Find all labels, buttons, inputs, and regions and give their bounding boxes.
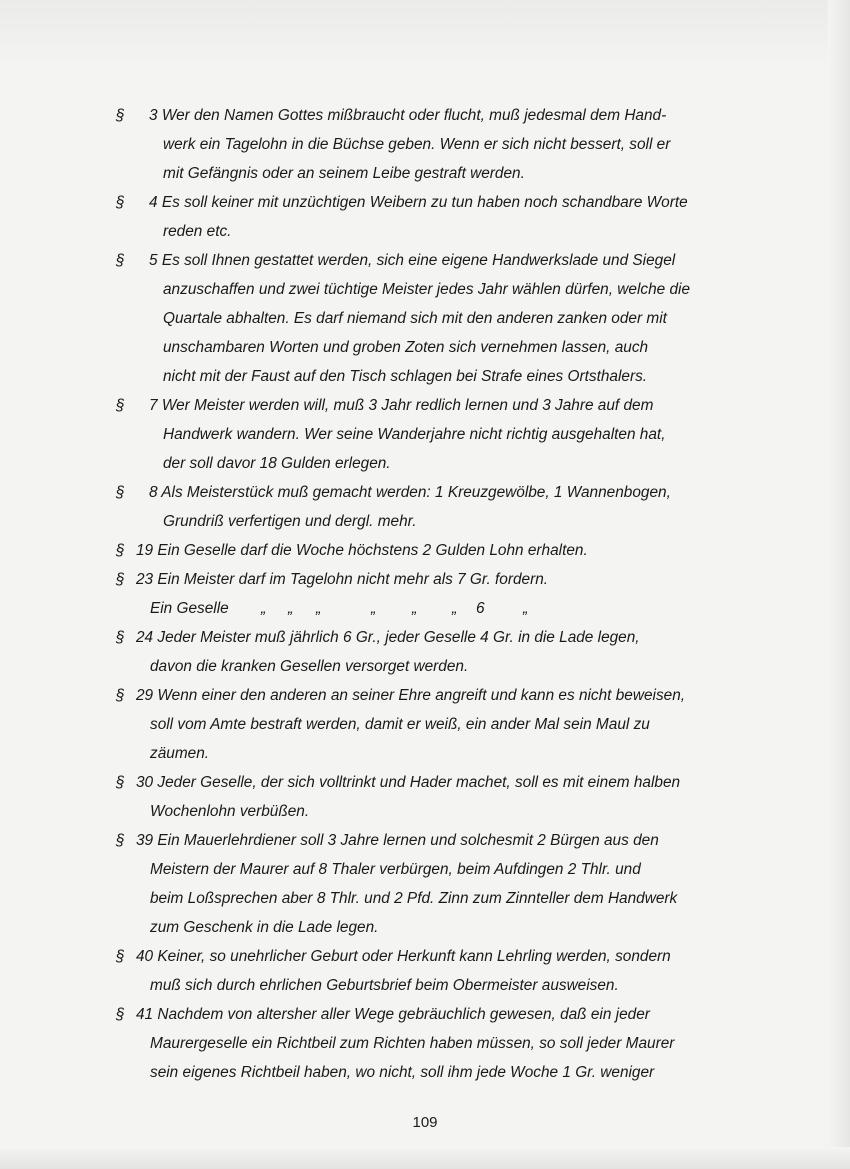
statute-entry: [116, 536, 736, 565]
line-text: soll vom Amte bestraft werden, damit er weiß, ein ander Mal sein Maul zu: [150, 716, 650, 733]
ditto-mark: „: [412, 600, 418, 617]
section-sign: §: [116, 252, 125, 269]
section-number: 8: [149, 484, 158, 501]
section-sign: §: [116, 687, 125, 704]
statute-entry: [116, 1000, 736, 1087]
entry-line: [149, 420, 736, 449]
section-sign: §: [116, 397, 125, 414]
line-text: Keiner, so unehrlicher Geburt oder Herkunft kann Lehrling werden, sondern: [157, 948, 671, 965]
line-text: mit Gefängnis oder an seinem Leibe gestraft werden.: [163, 165, 525, 182]
line-text: Nachdem von altersher aller Wege gebräuchlich gewesen, daß ein jeder: [157, 1006, 650, 1023]
section-sign: §: [116, 542, 125, 559]
line-text: Jeder Meister muß jährlich 6 Gr., jeder Geselle 4 Gr. in die Lade legen,: [157, 629, 640, 646]
entry-line: [149, 304, 736, 333]
entry-line: [149, 246, 736, 275]
section-sign: §: [116, 1006, 125, 1023]
entry-line: [149, 159, 736, 188]
line-text: Es soll Ihnen gestattet werden, sich eine eigene Handwerkslade und Siegel: [161, 252, 676, 269]
statute-entry: [116, 942, 736, 1000]
statute-entry: [116, 565, 736, 594]
statute-entry: [116, 768, 736, 826]
section-sign: §: [116, 484, 125, 501]
line-text: muß sich durch ehrlichen Geburtsbrief beim Obermeister ausweisen.: [150, 977, 619, 994]
entry-line: [149, 333, 736, 362]
entry-line: [136, 855, 736, 884]
ditto-mark: „: [288, 600, 294, 617]
ditto-mark: „: [452, 600, 458, 617]
section-sign: §: [116, 832, 125, 849]
ditto-mark: „: [261, 600, 267, 617]
line-text: Wochenlohn verbüßen.: [150, 803, 310, 820]
page-number: 109: [412, 1114, 438, 1131]
scan-shadow-bottom: [0, 1147, 850, 1169]
entry-line: [136, 971, 736, 1000]
section-number: 4: [149, 194, 158, 211]
line-text: unschambaren Worten und groben Zoten sich vernehmen lassen, auch: [163, 339, 649, 356]
entry-line: [136, 768, 736, 797]
entry-line: [149, 217, 736, 246]
scan-shadow-right: [828, 0, 850, 1169]
section-sign: §: [116, 948, 125, 965]
entry-line: [136, 1000, 736, 1029]
statute-entry: [116, 623, 736, 681]
section-sign: §: [116, 194, 125, 211]
section-sign: §: [116, 107, 125, 124]
line-text: zum Geschenk in die Lade legen.: [150, 919, 379, 936]
line-text: Wer Meister werden will, muß 3 Jahr redlich lernen und 3 Jahre auf dem: [161, 397, 654, 414]
ditto-value: 6: [476, 600, 485, 617]
line-text: Ein Geselle darf die Woche höchstens 2 Gulden Lohn erhalten.: [157, 542, 588, 559]
line-text: Es soll keiner mit unzüchtigen Weibern zu tun haben noch schandbare Worte: [161, 194, 688, 211]
statute-entries: [116, 101, 736, 1087]
entry-line: [136, 913, 736, 942]
section-number: 41: [136, 1006, 154, 1023]
entry-line: [136, 536, 736, 565]
statute-entry: [116, 246, 736, 391]
line-text: Ein Mauerlehrdiener soll 3 Jahre lernen und solchesmit 2 Bürgen aus den: [157, 832, 659, 849]
line-text: Meistern der Maurer auf 8 Thaler verbürgen, beim Aufdingen 2 Thlr. und: [150, 861, 641, 878]
line-text: nicht mit der Faust auf den Tisch schlagen bei Strafe eines Ortsthalers.: [163, 368, 648, 385]
line-text: werk ein Tagelohn in die Büchse geben. Wenn er sich nicht bessert, soll er: [163, 136, 671, 153]
line-text: Ein Meister darf im Tagelohn nicht mehr als 7 Gr. fordern.: [157, 571, 549, 588]
entry-line: [149, 478, 736, 507]
entry-line: [149, 391, 736, 420]
line-text: anzuschaffen und zwei tüchtige Meister jedes Jahr wählen dürfen, welche die: [163, 281, 691, 298]
entry-line: [136, 1058, 736, 1087]
section-number: 23: [136, 571, 154, 588]
section-sign: §: [116, 571, 125, 588]
section-number: 7: [149, 397, 158, 414]
statute-entry: [116, 391, 736, 478]
section-number: 19: [136, 542, 154, 559]
entry-line: [149, 275, 736, 304]
line-text: Jeder Geselle, der sich volltrinkt und Hader machet, soll es mit einem halben: [157, 774, 681, 791]
entry-line: [136, 623, 736, 652]
line-text: Wer den Namen Gottes mißbraucht oder flucht, muß jedesmal dem Hand-: [161, 107, 667, 124]
entry-line: [149, 449, 736, 478]
ditto-mark: „: [316, 600, 322, 617]
ditto-mark: „: [371, 600, 377, 617]
line-text: reden etc.: [163, 223, 232, 240]
section-number: 40: [136, 948, 154, 965]
section-sign: §: [116, 774, 125, 791]
statute-entry: [116, 188, 736, 246]
section-number: 24: [136, 629, 154, 646]
ditto-mark: „: [523, 600, 529, 617]
ditto-label: Ein Geselle: [150, 600, 229, 617]
entry-line: [149, 130, 736, 159]
section-number: 39: [136, 832, 154, 849]
line-text: Maurergeselle ein Richtbeil zum Richten haben müssen, so soll jeder Maurer: [150, 1035, 675, 1052]
entry-line: [136, 826, 736, 855]
statute-entry: [116, 101, 736, 188]
line-text: der soll davor 18 Gulden erlegen.: [163, 455, 391, 472]
entry-line: [136, 565, 736, 594]
entry-line: [149, 362, 736, 391]
entry-line: [136, 884, 736, 913]
entry-line: [136, 652, 736, 681]
line-text: davon die kranken Gesellen versorget werden.: [150, 658, 469, 675]
statute-entry: [116, 681, 736, 768]
section-number: 3: [149, 107, 158, 124]
line-text: sein eigenes Richtbeil haben, wo nicht, soll ihm jede Woche 1 Gr. weniger: [150, 1064, 655, 1081]
line-text: Als Meisterstück muß gemacht werden: 1 Kreuzgewölbe, 1 Wannenbogen,: [161, 484, 671, 501]
line-text: beim Loßsprechen aber 8 Thlr. und 2 Pfd. Zinn zum Zinnteller dem Handwerk: [150, 890, 678, 907]
ditto-line: [116, 594, 736, 623]
section-number: 29: [136, 687, 154, 704]
line-text: Handwerk wandern. Wer seine Wanderjahre nicht richtig ausgehalten hat,: [163, 426, 666, 443]
entry-line: [136, 942, 736, 971]
statute-entry: [116, 478, 736, 536]
entry-line: [136, 739, 736, 768]
entry-line: [136, 797, 736, 826]
line-text: Grundriß verfertigen und dergl. mehr.: [163, 513, 417, 530]
scan-shadow-top: [0, 0, 850, 70]
line-text: Quartale abhalten. Es darf niemand sich mit den anderen zanken oder mit: [163, 310, 667, 327]
section-sign: §: [116, 629, 125, 646]
entry-line: [136, 1029, 736, 1058]
entry-line: [149, 507, 736, 536]
entry-line: [136, 710, 736, 739]
section-number: 30: [136, 774, 154, 791]
statute-entry: [116, 826, 736, 942]
entry-line: [136, 681, 736, 710]
entry-line: [149, 101, 736, 130]
section-number: 5: [149, 252, 158, 269]
line-text: zäumen.: [150, 745, 210, 762]
entry-line: [149, 188, 736, 217]
line-text: Wenn einer den anderen an seiner Ehre angreift und kann es nicht beweisen,: [157, 687, 686, 704]
